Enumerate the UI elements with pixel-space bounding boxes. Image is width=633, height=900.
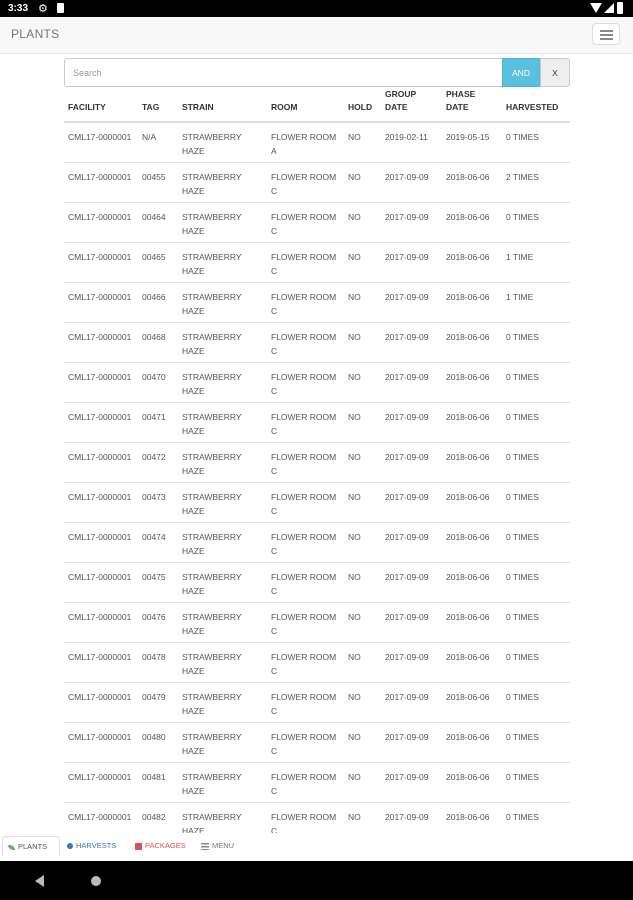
table-row[interactable] [64,522,570,562]
cell-group-date: 2017-09-09 [381,722,442,762]
page-title: PLANTS [11,27,60,41]
cell-room: FLOWER ROOM C [267,602,344,642]
cell-harvested: 0 TIMES [502,402,570,442]
battery-icon [617,2,623,14]
cell-room: FLOWER ROOM C [267,522,344,562]
cell-harvested: 1 TIME [502,242,570,282]
cell-phase-date: 2019-05-15 [442,122,502,162]
cell-tag: 00479 [138,682,178,722]
cell-group-date: 2017-09-09 [381,642,442,682]
cell-hold: NO [344,282,381,322]
cell-tag: 00455 [138,162,178,202]
cell-strain: STRAWBERRY HAZE [178,682,267,722]
cell-tag: 00476 [138,602,178,642]
cell-strain: STRAWBERRY HAZE [178,562,267,602]
cell-harvested: 0 TIMES [502,442,570,482]
cell-group-date: 2017-09-09 [381,482,442,522]
cell-phase-date: 2018-06-06 [442,442,502,482]
column-header-harvested[interactable]: HARVESTED [502,88,570,122]
cell-facility: CML17-0000001 [64,122,138,162]
cell-facility: CML17-0000001 [64,202,138,242]
search-input[interactable] [64,58,502,87]
table-row[interactable] [64,482,570,522]
search-bar [64,58,570,87]
cell-strain: STRAWBERRY HAZE [178,722,267,762]
signal-icon [604,3,614,13]
cell-group-date: 2017-09-09 [381,202,442,242]
table-row[interactable] [64,202,570,242]
cell-facility: CML17-0000001 [64,242,138,282]
cell-group-date: 2017-09-09 [381,602,442,642]
cell-strain: STRAWBERRY HAZE [178,522,267,562]
cell-harvested: 0 TIMES [502,522,570,562]
cell-phase-date: 2018-06-06 [442,762,502,802]
home-icon[interactable] [91,876,101,886]
cell-strain: STRAWBERRY HAZE [178,442,267,482]
cell-tag: N/A [138,122,178,162]
cell-hold: NO [344,602,381,642]
cell-tag: 00478 [138,642,178,682]
cell-group-date: 2017-09-09 [381,282,442,322]
leaf-icon [8,845,15,850]
table-row[interactable] [64,282,570,322]
tab-label: HARVESTS [76,841,117,850]
cell-room: FLOWER ROOM C [267,442,344,482]
cell-hold: NO [344,562,381,602]
cell-group-date: 2017-09-09 [381,522,442,562]
cell-hold: NO [344,762,381,802]
table-row[interactable] [64,322,570,362]
column-header-phase-date[interactable]: PHASE DATE [442,88,502,122]
cell-facility: CML17-0000001 [64,762,138,802]
cell-harvested: 0 TIMES [502,682,570,722]
cell-hold: NO [344,122,381,162]
cell-room: FLOWER ROOM C [267,162,344,202]
tab-harvests[interactable] [62,836,128,856]
cell-tag: 00482 [138,802,178,833]
cell-phase-date: 2018-06-06 [442,402,502,442]
cell-harvested: 0 TIMES [502,482,570,522]
cell-group-date: 2017-09-09 [381,562,442,602]
cell-phase-date: 2018-06-06 [442,322,502,362]
cell-room: FLOWER ROOM C [267,562,344,602]
cell-tag: 00471 [138,402,178,442]
cell-phase-date: 2018-06-06 [442,562,502,602]
table-row[interactable] [64,442,570,482]
cell-hold: NO [344,322,381,362]
clear-button[interactable]: X [540,58,570,87]
cell-hold: NO [344,162,381,202]
cell-strain: STRAWBERRY HAZE [178,362,267,402]
cell-strain: STRAWBERRY HAZE [178,242,267,282]
cell-hold: NO [344,802,381,833]
table-row[interactable] [64,602,570,642]
cell-hold: NO [344,522,381,562]
cell-tag: 00464 [138,202,178,242]
cell-room: FLOWER ROOM C [267,722,344,762]
cell-phase-date: 2018-06-06 [442,522,502,562]
cell-group-date: 2017-09-09 [381,762,442,802]
cell-room: FLOWER ROOM C [267,682,344,722]
table-row[interactable] [64,162,570,202]
cell-harvested: 0 TIMES [502,122,570,162]
plants-table-container [64,88,570,833]
cell-strain: STRAWBERRY HAZE [178,162,267,202]
table-row[interactable] [64,242,570,282]
cell-facility: CML17-0000001 [64,642,138,682]
cell-tag: 00475 [138,562,178,602]
packages-icon [135,843,142,850]
cell-room: FLOWER ROOM C [267,202,344,242]
cell-hold: NO [344,402,381,442]
column-header-tag[interactable]: TAG [138,88,178,122]
cell-phase-date: 2018-06-06 [442,242,502,282]
cell-harvested: 0 TIMES [502,762,570,802]
cell-room: FLOWER ROOM C [267,282,344,322]
cell-facility: CML17-0000001 [64,402,138,442]
cell-phase-date: 2018-06-06 [442,162,502,202]
table-header-row [64,88,570,122]
cell-group-date: 2017-09-09 [381,362,442,402]
cell-room: FLOWER ROOM C [267,322,344,362]
tab-label: PLANTS [18,842,48,851]
cell-tag: 00468 [138,322,178,362]
cell-strain: STRAWBERRY HAZE [178,282,267,322]
cell-facility: CML17-0000001 [64,602,138,642]
cell-facility: CML17-0000001 [64,722,138,762]
cell-strain: STRAWBERRY HAZE [178,802,267,833]
cell-hold: NO [344,242,381,282]
cell-tag: 00472 [138,442,178,482]
cell-hold: NO [344,722,381,762]
cell-hold: NO [344,482,381,522]
cell-room: FLOWER ROOM C [267,242,344,282]
cell-hold: NO [344,362,381,402]
cell-facility: CML17-0000001 [64,442,138,482]
table-row[interactable] [64,362,570,402]
column-header-group-date[interactable]: GROUP DATE [381,88,442,122]
cell-room: FLOWER ROOM C [267,402,344,442]
cell-harvested: 0 TIMES [502,802,570,833]
cell-tag: 00473 [138,482,178,522]
cell-phase-date: 2018-06-06 [442,202,502,242]
cell-hold: NO [344,442,381,482]
cell-tag: 00470 [138,362,178,402]
cell-harvested: 0 TIMES [502,642,570,682]
table-row[interactable] [64,562,570,602]
cell-phase-date: 2018-06-06 [442,802,502,833]
cell-strain: STRAWBERRY HAZE [178,322,267,362]
cell-phase-date: 2018-06-06 [442,282,502,322]
tab-plants[interactable] [2,836,60,856]
cell-tag: 00481 [138,762,178,802]
cell-hold: NO [344,202,381,242]
gear-icon: ⚙ [38,3,48,15]
cell-harvested: 0 TIMES [502,722,570,762]
cell-harvested: 0 TIMES [502,562,570,602]
column-header-strain[interactable]: STRAIN [178,88,267,122]
cell-strain: STRAWBERRY HAZE [178,202,267,242]
cell-facility: CML17-0000001 [64,522,138,562]
cell-group-date: 2019-02-11 [381,122,442,162]
status-time: 3:33 [8,3,29,14]
system-nav-bar [0,861,633,900]
cell-harvested: 2 TIMES [502,162,570,202]
cell-group-date: 2017-09-09 [381,322,442,362]
cell-phase-date: 2018-06-06 [442,642,502,682]
hamburger-menu-button[interactable] [592,23,620,45]
cell-tag: 00465 [138,242,178,282]
table-row[interactable] [64,682,570,722]
cell-room: FLOWER ROOM C [267,642,344,682]
cell-hold: NO [344,682,381,722]
table-row[interactable] [64,762,570,802]
tab-label: MENU [212,841,235,850]
cell-phase-date: 2018-06-06 [442,722,502,762]
cell-room: FLOWER ROOM C [267,362,344,402]
cell-hold: NO [344,642,381,682]
cell-phase-date: 2018-06-06 [442,482,502,522]
table-row[interactable] [64,402,570,442]
cell-group-date: 2017-09-09 [381,802,442,833]
and-button[interactable]: AND [502,58,540,87]
hamburger-line-icon [600,34,613,36]
harvest-icon [67,843,73,849]
tab-label: PACKAGES [145,841,186,850]
cell-group-date: 2017-09-09 [381,682,442,722]
app-bar [0,17,633,54]
wifi-icon [590,3,602,13]
cell-room: FLOWER ROOM C [267,762,344,802]
cell-harvested: 0 TIMES [502,362,570,402]
cell-strain: STRAWBERRY HAZE [178,762,267,802]
cell-phase-date: 2018-06-06 [442,362,502,402]
tab-menu[interactable] [196,836,242,856]
cell-strain: STRAWBERRY HAZE [178,402,267,442]
cell-harvested: 0 TIMES [502,602,570,642]
cell-tag: 00466 [138,282,178,322]
cell-strain: STRAWBERRY HAZE [178,482,267,522]
table-row[interactable] [64,122,570,162]
table-row[interactable] [64,802,570,833]
status-bar [0,0,633,17]
cell-strain: STRAWBERRY HAZE [178,602,267,642]
cell-facility: CML17-0000001 [64,322,138,362]
table-row[interactable] [64,722,570,762]
table-row[interactable] [64,642,570,682]
cell-tag: 00474 [138,522,178,562]
column-header-room[interactable]: ROOM [267,88,344,122]
cell-group-date: 2017-09-09 [381,402,442,442]
column-header-facility[interactable]: FACILITY [64,88,138,122]
cell-room: FLOWER ROOM A [267,122,344,162]
cell-group-date: 2017-09-09 [381,242,442,282]
cell-facility: CML17-0000001 [64,282,138,322]
cell-facility: CML17-0000001 [64,162,138,202]
cell-phase-date: 2018-06-06 [442,602,502,642]
cell-facility: CML17-0000001 [64,362,138,402]
cell-group-date: 2017-09-09 [381,442,442,482]
sd-card-icon [57,3,64,13]
cell-harvested: 1 TIME [502,282,570,322]
cell-facility: CML17-0000001 [64,562,138,602]
column-header-hold[interactable]: HOLD [344,88,381,122]
hamburger-line-icon [600,38,613,40]
cell-room: FLOWER ROOM C [267,482,344,522]
cell-phase-date: 2018-06-06 [442,682,502,722]
cell-harvested: 0 TIMES [502,322,570,362]
cell-room: FLOWER ROOM C [267,802,344,833]
hamburger-line-icon [600,30,613,32]
cell-facility: CML17-0000001 [64,682,138,722]
cell-facility: CML17-0000001 [64,482,138,522]
plants-table [64,88,570,833]
back-icon[interactable] [35,875,44,887]
bottom-tab-bar [0,833,633,861]
cell-harvested: 0 TIMES [502,202,570,242]
cell-strain: STRAWBERRY HAZE [178,122,267,162]
tab-packages[interactable] [130,836,194,856]
cell-strain: STRAWBERRY HAZE [178,642,267,682]
cell-tag: 00480 [138,722,178,762]
menu-icon [201,843,209,850]
cell-group-date: 2017-09-09 [381,162,442,202]
cell-facility: CML17-0000001 [64,802,138,833]
